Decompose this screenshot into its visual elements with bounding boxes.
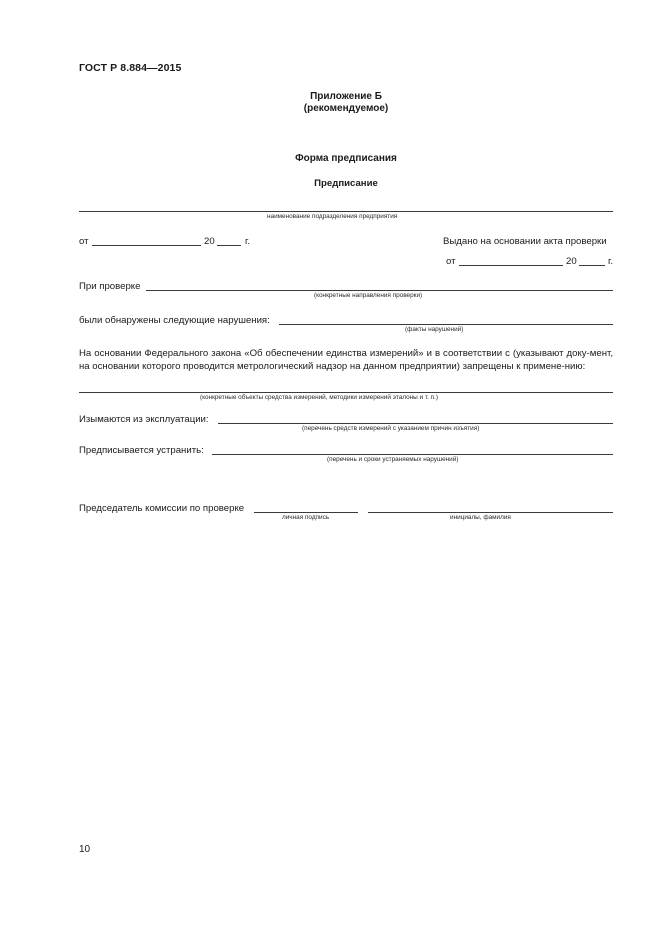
standard-code: ГОСТ Р 8.884—2015	[79, 62, 182, 74]
date-year-suffix: г.	[245, 236, 250, 247]
name-caption: инициалы, фамилия	[450, 514, 511, 521]
issued-year-suffix: г.	[608, 256, 613, 267]
issued-year-prefix: 20	[566, 256, 577, 267]
name-blank-line	[368, 512, 613, 513]
fix-label: Предписывается устранить:	[79, 445, 204, 456]
chairman-label: Председатель комиссии по проверке	[79, 503, 245, 514]
basis-caption: (конкретные объекты средства измерений, методики измерений эталоны и т. п.)	[200, 394, 439, 401]
appendix-subtitle: (рекомендуемое)	[303, 103, 389, 114]
appendix-title: Приложение Б	[310, 91, 382, 102]
check-blank-line	[146, 290, 613, 291]
check-caption: (конкретные направления проверки)	[314, 292, 423, 299]
withdrawn-blank-line	[218, 423, 613, 424]
date-year-prefix: 20	[204, 236, 215, 247]
page-number: 10	[79, 844, 91, 855]
date-day-blank	[92, 245, 201, 246]
form-title: Форма предписания	[295, 153, 397, 164]
fix-caption: (перечень и сроки устраняемых нарушений)	[327, 456, 459, 463]
withdrawn-label: Изымаются из эксплуатации:	[79, 414, 209, 425]
fix-blank-line	[212, 454, 613, 455]
signature-blank-line	[254, 512, 358, 513]
violations-blank-line	[279, 324, 613, 325]
violations-caption: (факты нарушений)	[405, 326, 464, 333]
signature-caption: личная подпись	[282, 514, 330, 521]
issued-year-blank	[579, 265, 605, 266]
date-year-blank	[217, 245, 241, 246]
check-label: При проверке	[79, 281, 141, 292]
basis-blank-line	[79, 392, 613, 393]
form-subtitle: Предписание	[314, 178, 378, 189]
issued-from-label: от	[446, 256, 456, 267]
department-caption: наименование подразделения предприятия	[267, 213, 398, 220]
department-blank-line	[79, 211, 613, 212]
issued-basis-text: Выдано на основании акта проверки	[443, 236, 607, 247]
date-from-label: от	[79, 236, 89, 247]
withdrawn-caption: (перечень средств измерений с указанием причин изъятия)	[302, 425, 480, 432]
violations-label: были обнаружены следующие нарушения:	[79, 315, 270, 326]
basis-paragraph: На основании Федерального закона «Об обеспечении единства измерений» и в соответствии с (указывают доку-мент, на основании которого проводится метрологический надзор на данном предприятии) запрещены к примене-нию:	[79, 348, 613, 372]
issued-day-blank	[459, 265, 563, 266]
